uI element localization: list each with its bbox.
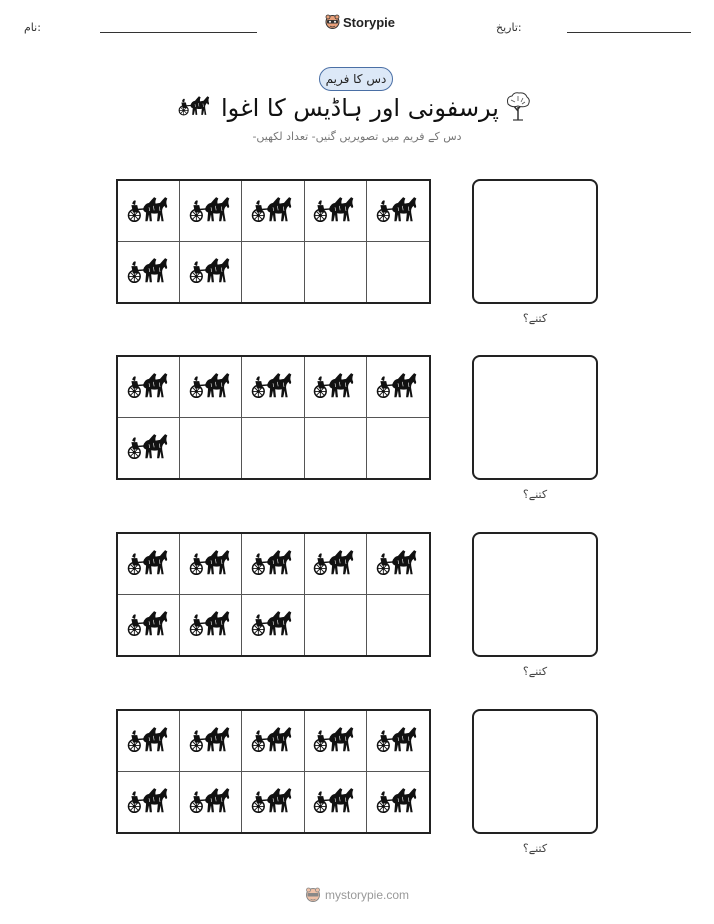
frame-cell	[180, 595, 242, 656]
chariot-icon	[127, 433, 171, 463]
chariot-icon	[127, 257, 171, 287]
answer-box-1[interactable]	[472, 179, 598, 304]
instructions: دس کے فریم میں تصویریں گنیں- تعداد لکھیں-	[252, 130, 462, 143]
chariot-icon	[313, 549, 357, 579]
chariot-icon	[127, 549, 171, 579]
chariot-icon	[189, 610, 233, 640]
frame-cell	[118, 595, 180, 656]
chariot-icon	[251, 610, 295, 640]
chariot-icon	[313, 372, 357, 402]
frame-cell	[305, 357, 367, 418]
page-title: پرسفونی اور ہاڈیس کا اغوا	[221, 94, 499, 122]
frame-cell	[118, 772, 180, 833]
frame-cell	[242, 181, 304, 242]
frame-cell	[305, 181, 367, 242]
chariot-icon	[189, 549, 233, 579]
frame-cell	[367, 242, 429, 303]
chariot-icon	[313, 196, 357, 226]
how-many-label: کتنے؟	[522, 488, 548, 501]
chariot-icon	[189, 372, 233, 402]
frame-cell	[242, 711, 304, 772]
how-many-label: کتنے؟	[522, 312, 548, 325]
frame-cell	[180, 772, 242, 833]
chariot-icon	[376, 196, 420, 226]
chariot-icon	[376, 726, 420, 756]
ten-frame-2	[116, 355, 431, 480]
frame-cell	[118, 242, 180, 303]
frame-cell	[305, 242, 367, 303]
frame-cell	[118, 534, 180, 595]
frame-cell	[367, 595, 429, 656]
chariot-icon	[127, 196, 171, 226]
date-line[interactable]	[567, 32, 691, 33]
frame-cell	[305, 772, 367, 833]
chariot-icon	[178, 95, 212, 119]
frame-cell	[367, 534, 429, 595]
frame-cell	[367, 418, 429, 479]
frame-cell	[118, 711, 180, 772]
chariot-icon	[189, 787, 233, 817]
frame-cell	[180, 181, 242, 242]
name-label: نام:	[24, 21, 41, 34]
ten-frame-4	[116, 709, 431, 834]
storypie-mascot-icon	[325, 14, 340, 31]
frame-cell	[242, 534, 304, 595]
frame-cell	[180, 242, 242, 303]
tree-icon	[504, 91, 532, 121]
frame-cell	[180, 534, 242, 595]
date-label: تاریخ:	[496, 21, 522, 34]
chariot-icon	[313, 787, 357, 817]
frame-cell	[367, 711, 429, 772]
chariot-icon	[376, 372, 420, 402]
frame-cell	[242, 357, 304, 418]
frame-cell	[180, 711, 242, 772]
name-line[interactable]	[100, 32, 257, 33]
frame-cell	[305, 595, 367, 656]
storypie-mascot-icon	[305, 887, 321, 904]
how-many-label: کتنے؟	[522, 842, 548, 855]
chariot-icon	[376, 549, 420, 579]
chariot-icon	[251, 549, 295, 579]
frame-cell	[367, 357, 429, 418]
frame-cell	[242, 242, 304, 303]
frame-cell	[367, 181, 429, 242]
chariot-icon	[127, 372, 171, 402]
frame-cell	[118, 357, 180, 418]
frame-cell	[242, 772, 304, 833]
frame-cell	[118, 181, 180, 242]
brand-name: Storypie	[343, 14, 396, 30]
footer	[305, 884, 409, 906]
chariot-icon	[251, 726, 295, 756]
chariot-icon	[251, 787, 295, 817]
chariot-icon	[189, 196, 233, 226]
chariot-icon	[189, 726, 233, 756]
storypie-logo	[325, 12, 395, 32]
answer-box-4[interactable]	[472, 709, 598, 834]
answer-box-3[interactable]	[472, 532, 598, 657]
ten-frame-1	[116, 179, 431, 304]
frame-cell	[118, 418, 180, 479]
ten-frame-badge: دس کا فریم	[319, 67, 393, 91]
frame-cell	[242, 418, 304, 479]
chariot-icon	[127, 787, 171, 817]
chariot-icon	[189, 257, 233, 287]
answer-box-2[interactable]	[472, 355, 598, 480]
chariot-icon	[376, 787, 420, 817]
chariot-icon	[127, 610, 171, 640]
frame-cell	[305, 711, 367, 772]
frame-cell	[180, 418, 242, 479]
footer-url[interactable]: mystorypie.com	[325, 888, 410, 902]
chariot-icon	[251, 372, 295, 402]
frame-cell	[180, 357, 242, 418]
frame-cell	[242, 595, 304, 656]
frame-cell	[367, 772, 429, 833]
chariot-icon	[251, 196, 295, 226]
frame-cell	[305, 418, 367, 479]
frame-cell	[305, 534, 367, 595]
chariot-icon	[313, 726, 357, 756]
how-many-label: کتنے؟	[522, 665, 548, 678]
chariot-icon	[127, 726, 171, 756]
ten-frame-3	[116, 532, 431, 657]
